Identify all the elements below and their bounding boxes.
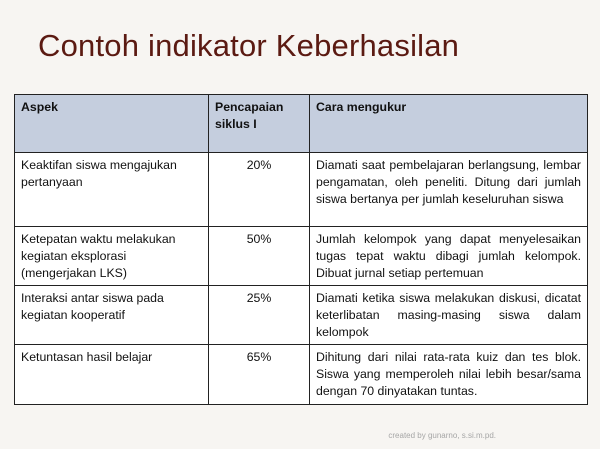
cell-aspek: Keaktifan siswa mengajukan pertanyaan xyxy=(15,153,209,227)
cell-cara-mengukur: Diamati ketika siswa melakukan diskusi, dicatat keterlibatan masing-masing siswa dalam kelompok xyxy=(310,286,588,345)
table-header-row xyxy=(15,95,588,153)
header-cara-mengukur: Cara mengukur xyxy=(310,95,588,153)
cell-pencapaian: 50% xyxy=(209,227,310,286)
cell-cara-mengukur: Diamati saat pembelajaran berlangsung, lembar pengamatan, oleh peneliti. Ditung dari jumlah siswa bertanya per jumlah keseluruhan siswa xyxy=(310,153,588,227)
cell-pencapaian: 65% xyxy=(209,345,310,405)
cell-cara-mengukur: Jumlah kelompok yang dapat menyelesaikan tugas tepat waktu dibagi jumlah kelompok. Dibuat jurnal setiap pertemuan xyxy=(310,227,588,286)
cell-pencapaian: 20% xyxy=(209,153,310,227)
cell-cara-mengukur: Dihitung dari nilai rata-rata kuiz dan tes blok. Siswa yang memperoleh nilai lebih besar/sama dengan 70 dinyatakan tuntas. xyxy=(310,345,588,405)
indicator-table xyxy=(14,94,588,405)
cell-aspek: Ketuntasan hasil belajar xyxy=(15,345,209,405)
slide-title: Contoh indikator Keberhasilan xyxy=(38,28,460,63)
table-row xyxy=(15,286,588,345)
table-row xyxy=(15,345,588,405)
table-row xyxy=(15,227,588,286)
cell-aspek: Interaksi antar siswa pada kegiatan kooperatif xyxy=(15,286,209,345)
table-row xyxy=(15,153,588,227)
header-pencapaian: Pencapaian siklus I xyxy=(209,95,310,153)
header-aspek: Aspek xyxy=(15,95,209,153)
slide-footer-credit: created by gunarno, s.si.m.pd. xyxy=(388,431,496,440)
cell-pencapaian: 25% xyxy=(209,286,310,345)
cell-aspek: Ketepatan waktu melakukan kegiatan eksplorasi (mengerjakan LKS) xyxy=(15,227,209,286)
